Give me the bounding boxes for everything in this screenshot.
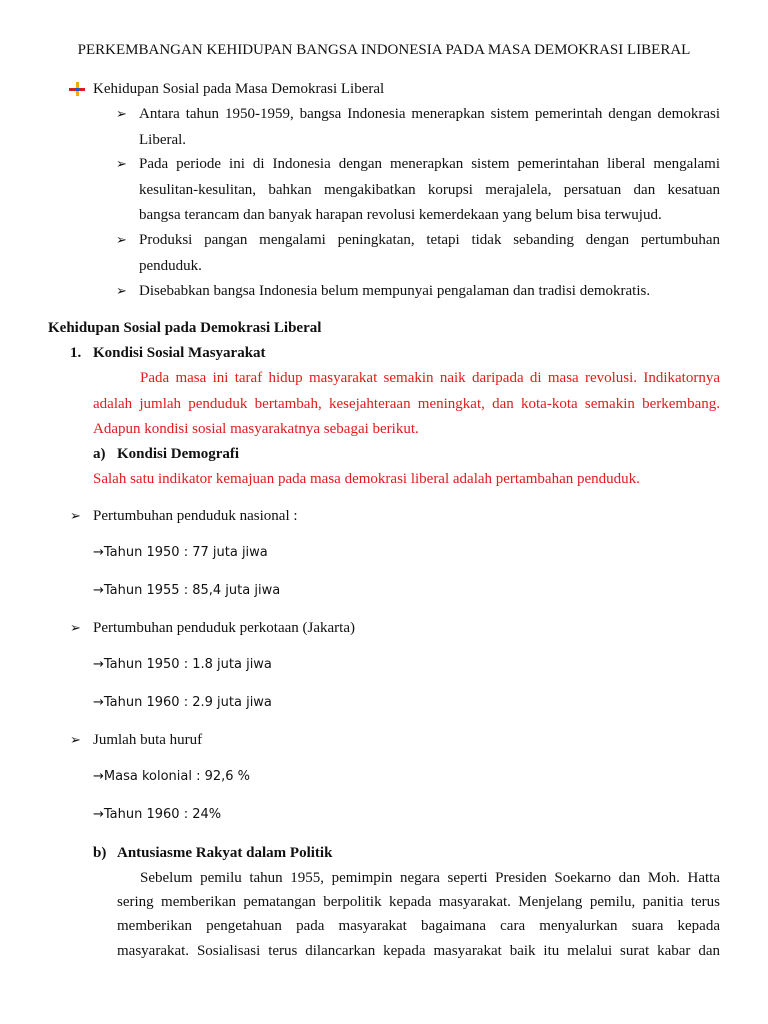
subsection-b-label: b) bbox=[93, 845, 107, 861]
section-heading: Kehidupan Sosial pada Demokrasi Liberal bbox=[48, 320, 322, 336]
intro-bullet-4-line-1: Disebabkan bangsa Indonesia belum mempunyai pengalaman dan tradisi demokratis. bbox=[139, 283, 651, 299]
subsection-1-para-line-3: Adapun kondisi sosial masyarakatnya sebagai berikut. bbox=[93, 421, 419, 437]
arrow-bullet-icon: ➢ bbox=[70, 508, 81, 523]
intro-heading: Kehidupan Sosial pada Masa Demokrasi Liberal bbox=[93, 81, 385, 97]
subsection-a-label: a) bbox=[93, 446, 106, 462]
intro-bullet-2-line-1: Pada periode ini di Indonesia dengan menerapkan sistem pemerintahan liberal mengalami bbox=[139, 156, 720, 172]
subsection-1-number: 1. bbox=[70, 345, 82, 361]
stat-group-1-item-1: →Tahun 1950 : 77 juta jiwa bbox=[93, 545, 268, 560]
stat-group-3-item-2: →Tahun 1960 : 24% bbox=[93, 807, 222, 822]
arrow-bullet-icon: ➢ bbox=[116, 106, 127, 121]
subsection-1-para-line-1: Pada masa ini taraf hidup masyarakat semakin naik daripada di masa revolusi. Indikatornya bbox=[140, 370, 720, 386]
stat-group-2-item-1: →Tahun 1950 : 1.8 juta jiwa bbox=[93, 657, 272, 672]
arrow-bullet-icon: ➢ bbox=[116, 156, 127, 171]
subsection-b-para-line-2: sering memberikan pematangan berpolitik kepada masyarakat. Menjelang pemilu, panitia terus bbox=[117, 894, 720, 910]
stat-group-2-heading: Pertumbuhan penduduk perkotaan (Jakarta) bbox=[93, 620, 355, 636]
subsection-a-text: Salah satu indikator kemajuan pada masa demokrasi liberal adalah pertambahan penduduk. bbox=[93, 471, 640, 487]
intro-bullet-1-line-1: Antara tahun 1950-1959, bangsa Indonesia menerapkan sistem pemerintah dengan demokrasi bbox=[139, 106, 720, 122]
subsection-b-para-line-3: memberikan pengetahuan pada masyarakat bagaimana cara menyalurkan suara kepada bbox=[117, 918, 720, 934]
stat-group-2-item-2: →Tahun 1960 : 2.9 juta jiwa bbox=[93, 695, 272, 710]
subsection-b-para-line-1: Sebelum pemilu tahun 1955, pemimpin negara seperti Presiden Soekarno dan Moh. Hatta bbox=[140, 870, 720, 886]
arrow-bullet-icon: ➢ bbox=[116, 283, 127, 298]
page-title: PERKEMBANGAN KEHIDUPAN BANGSA INDONESIA PADA MASA DEMOKRASI LIBERAL bbox=[77, 42, 691, 58]
stat-group-3-heading: Jumlah buta huruf bbox=[93, 732, 203, 748]
arrow-bullet-icon: ➢ bbox=[70, 620, 81, 635]
intro-bullet-3-line-2: penduduk. bbox=[139, 258, 202, 274]
intro-bullet-1-line-2: Liberal. bbox=[139, 132, 187, 148]
subsection-1-para-line-2: adalah jumlah penduduk bertambah, kesejahteraan meningkat, dan kota-kota semakin berkembang. bbox=[93, 396, 720, 412]
stat-group-1-heading: Pertumbuhan penduduk nasional : bbox=[93, 508, 298, 524]
subsection-1-title: Kondisi Sosial Masyarakat bbox=[93, 345, 266, 361]
arrow-bullet-icon: ➢ bbox=[116, 232, 127, 247]
colored-bullet-icon bbox=[68, 80, 86, 98]
stat-group-1-item-2: →Tahun 1955 : 85,4 juta jiwa bbox=[93, 583, 281, 598]
arrow-bullet-icon: ➢ bbox=[70, 732, 81, 747]
stat-group-3-item-1: →Masa kolonial : 92,6 % bbox=[93, 769, 251, 784]
subsection-b-para-line-4: masyarakat. Sosialisasi terus dilancarkan kepada masyarakat baik itu melalui surat kabar dan bbox=[117, 943, 720, 959]
intro-bullet-2-line-3: bangsa terancam dan banyak harapan revolusi kemerdekaan yang belum bisa terwujud. bbox=[139, 207, 662, 223]
intro-bullet-2-line-2: kesulitan-kesulitan, bahkan mengakibatkan korupsi merajalela, persatuan dan kesatuan bbox=[139, 182, 720, 198]
intro-bullet-3-line-1: Produksi pangan mengalami peningkatan, tetapi tidak sebanding dengan pertumbuhan bbox=[139, 232, 720, 248]
subsection-a-title: Kondisi Demografi bbox=[117, 446, 240, 462]
subsection-b-title: Antusiasme Rakyat dalam Politik bbox=[117, 845, 333, 861]
